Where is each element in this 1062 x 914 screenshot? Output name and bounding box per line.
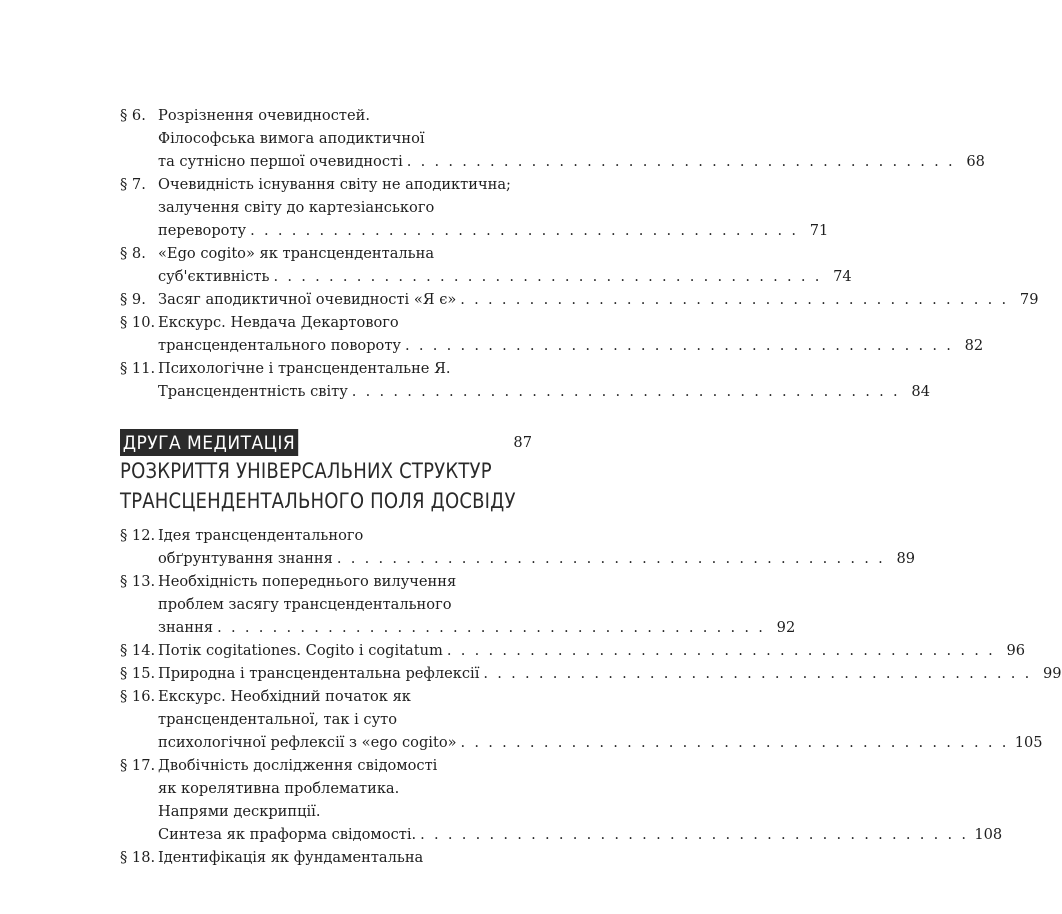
entry-title-text: знання (158, 619, 214, 636)
toc-entry-line (120, 334, 984, 357)
page-number: 74 (833, 268, 852, 285)
entry-title-text: Напрями дескрипції. (158, 803, 321, 820)
toc-entry-line (120, 570, 532, 593)
page-number: 108 (974, 826, 1003, 843)
chapter-title-line-1: РОЗКРИТТЯ УНІВЕРСАЛЬНИХ СТРУКТУР (120, 459, 492, 483)
toc-entry-line (120, 219, 829, 242)
entry-title-text: суб'єктивність (158, 268, 270, 285)
section-number: § 16. (120, 688, 156, 705)
toc-entry-line (120, 242, 532, 265)
page-number: 68 (966, 153, 985, 170)
entry-title-text: обґрунтування знання (158, 550, 333, 567)
entry-title-text: та сутнісно першої очевидності (158, 153, 403, 170)
entry-title-text: «Ego cogito» як трансцендентальна (158, 245, 435, 262)
dot-leader: . . . . . . . . . . . . . . . . . . . . . . . . . . . . . . . . . . . . . . . . (420, 826, 969, 843)
page-number: 92 (776, 619, 796, 636)
toc-entry[interactable] (120, 846, 532, 869)
toc-entry-line (120, 616, 796, 639)
entry-title-text: Психологічне і трансцендентальне Я. (158, 360, 451, 377)
entry-title-text: Ідея трансцендентального (158, 527, 364, 544)
entry-title-text: проблем засягу трансцендентального (158, 596, 452, 613)
toc-entry-line (120, 685, 532, 708)
dot-leader: . . . . . . . . . . . . . . . . . . . . . . . . . . . . . . . . . . . . . . . . (446, 642, 996, 659)
toc-entry-line (120, 754, 532, 777)
toc-entry[interactable] (120, 104, 985, 173)
toc-entry-line (120, 357, 532, 380)
entry-title-text: Засяг аподиктичної очевидності «Я є» (158, 291, 457, 308)
entry-title-text: трансцендентальної, так і суто (158, 711, 398, 728)
entry-title-text: Екскурс. Необхідний початок як (158, 688, 411, 705)
toc-entry-line (120, 524, 532, 547)
page-number: 82 (964, 337, 984, 354)
toc-entry-line (120, 311, 532, 334)
section-number: § 10. (120, 314, 156, 331)
dot-leader: . . . . . . . . . . . . . . . . . . . . . . . . . . . . . . . . . . . . . . . . (483, 665, 1032, 682)
toc-entry-line (120, 547, 916, 570)
chapter-head-row (120, 428, 532, 456)
toc-entry[interactable] (120, 311, 984, 357)
toc-entry-line (120, 288, 1039, 311)
section-number: § 12. (120, 527, 156, 544)
toc-entry-line (120, 150, 985, 173)
toc-page (120, 0, 1062, 914)
toc-entry[interactable] (120, 288, 1039, 311)
section-number: § 9. (120, 291, 146, 308)
toc-entry[interactable] (120, 524, 916, 570)
toc-section-second-meditation (120, 524, 1062, 869)
entry-title-text: Потік cogitationes. Cogito і cogitatum (158, 642, 443, 659)
entry-title-text: Ідентифікація як фундаментальна (158, 849, 424, 866)
toc-entry-line (120, 800, 532, 823)
toc-entry-line (120, 662, 1062, 685)
entry-title-text: Очевидність існування світу не аподиктична; (158, 176, 511, 193)
section-number: § 14. (120, 642, 156, 659)
dot-leader: . . . . . . . . . . . . . . . . . . . . . . . . . . . . . . . . . . . . . . . . (405, 337, 954, 354)
toc-entry[interactable] (120, 685, 1043, 754)
entry-title-text: Філософська вимога аподиктичної (158, 130, 425, 147)
section-number: § 18. (120, 849, 156, 866)
entry-title-text: Трансцендентність світу (158, 383, 348, 400)
chapter-title-line-2: ТРАНСЦЕНДЕНТАЛЬНОГО ПОЛЯ ДОСВІДУ (120, 489, 516, 513)
dot-leader: . . . . . . . . . . . . . . . . . . . . . . . . . . . . . . . . . . . . . . . . (336, 550, 886, 567)
entry-title-text: Двобічність дослідження свідомості (158, 757, 438, 774)
page-number: 105 (1014, 734, 1043, 751)
dot-leader: . . . . . . . . . . . . . . . . . . . . . . . . . . . . . . . . . . . . . . . . (351, 383, 900, 400)
entry-title-text: Екскурс. Невдача Декартового (158, 314, 399, 331)
section-number: § 13. (120, 573, 156, 590)
toc-section-first-meditation (120, 104, 1039, 403)
entry-title-text: трансцендентального повороту (158, 337, 401, 354)
section-number: § 6. (120, 107, 146, 124)
section-number: § 17. (120, 757, 156, 774)
toc-entry-line (120, 173, 532, 196)
dot-leader: . . . . . . . . . . . . . . . . . . . . . . . . . . . . . . . . . . . . . . . . (460, 734, 1009, 751)
toc-entry-line (120, 593, 532, 616)
toc-entry[interactable] (120, 242, 852, 288)
chapter-label: ДРУГА МЕДИТАЦІЯ (120, 429, 298, 456)
dot-leader: . . . . . . . . . . . . . . . . . . . . . . . . . . . . . . . . . . . . . . . . (217, 619, 766, 636)
toc-entry-line (120, 823, 1003, 846)
entry-title-text: перевороту (158, 222, 247, 239)
dot-leader: . . . . . . . . . . . . . . . . . . . . . . . . . . . . . . . . . . . . . . . . (250, 222, 799, 239)
section-number: § 8. (120, 245, 146, 262)
chapter-page-number: 87 (513, 433, 532, 451)
toc-entry-line (120, 380, 930, 403)
page-number: 96 (1006, 642, 1026, 659)
toc-entry[interactable] (120, 639, 1026, 662)
entry-title-text: Розрізнення очевидностей. (158, 107, 370, 124)
dot-leader: . . . . . . . . . . . . . . . . . . . . . . . . . . . . . . . . . . . . . . . . (460, 291, 1009, 308)
entry-title-text: Природна і трансцендентальна рефлексії (158, 665, 480, 682)
toc-entry-line (120, 104, 532, 127)
toc-entry[interactable] (120, 662, 1062, 685)
dot-leader: . . . . . . . . . . . . . . . . . . . . . . . . . . . . . . . . . . . . . . . . (406, 153, 955, 170)
toc-entry-line (120, 846, 532, 869)
page-number: 84 (911, 383, 930, 400)
dot-leader: . . . . . . . . . . . . . . . . . . . . . . . . . . . . . . . . . . . . . . . . (273, 268, 822, 285)
page-number: 79 (1019, 291, 1039, 308)
entry-title-text: Синтеза як праформа свідомості. (158, 826, 417, 843)
chapter-heading (120, 428, 532, 516)
section-number: § 7. (120, 176, 146, 193)
section-number: § 15. (120, 665, 156, 682)
toc-entry-line (120, 265, 852, 288)
entry-title-text: Необхідність попереднього вилучення (158, 573, 457, 590)
toc-entry[interactable] (120, 570, 796, 639)
section-number: § 11. (120, 360, 156, 377)
toc-entry-line (120, 639, 1026, 662)
toc-entry-line (120, 777, 532, 800)
entry-title-text: психологічної рефлексії з «ego cogito» (158, 734, 457, 751)
entry-title-text: залучення світу до картезіанського (158, 199, 435, 216)
toc-entry-line (120, 127, 532, 150)
entry-title-text: як корелятивна проблематика. (158, 780, 400, 797)
page-number: 99 (1043, 665, 1062, 682)
toc-entry-line (120, 731, 1043, 754)
toc-entry[interactable] (120, 357, 930, 403)
toc-entry-line (120, 708, 532, 731)
toc-entry-line (120, 196, 532, 219)
page-number: 89 (896, 550, 916, 567)
toc-entry[interactable] (120, 173, 829, 242)
page-number: 71 (809, 222, 829, 239)
toc-entry[interactable] (120, 754, 1003, 846)
